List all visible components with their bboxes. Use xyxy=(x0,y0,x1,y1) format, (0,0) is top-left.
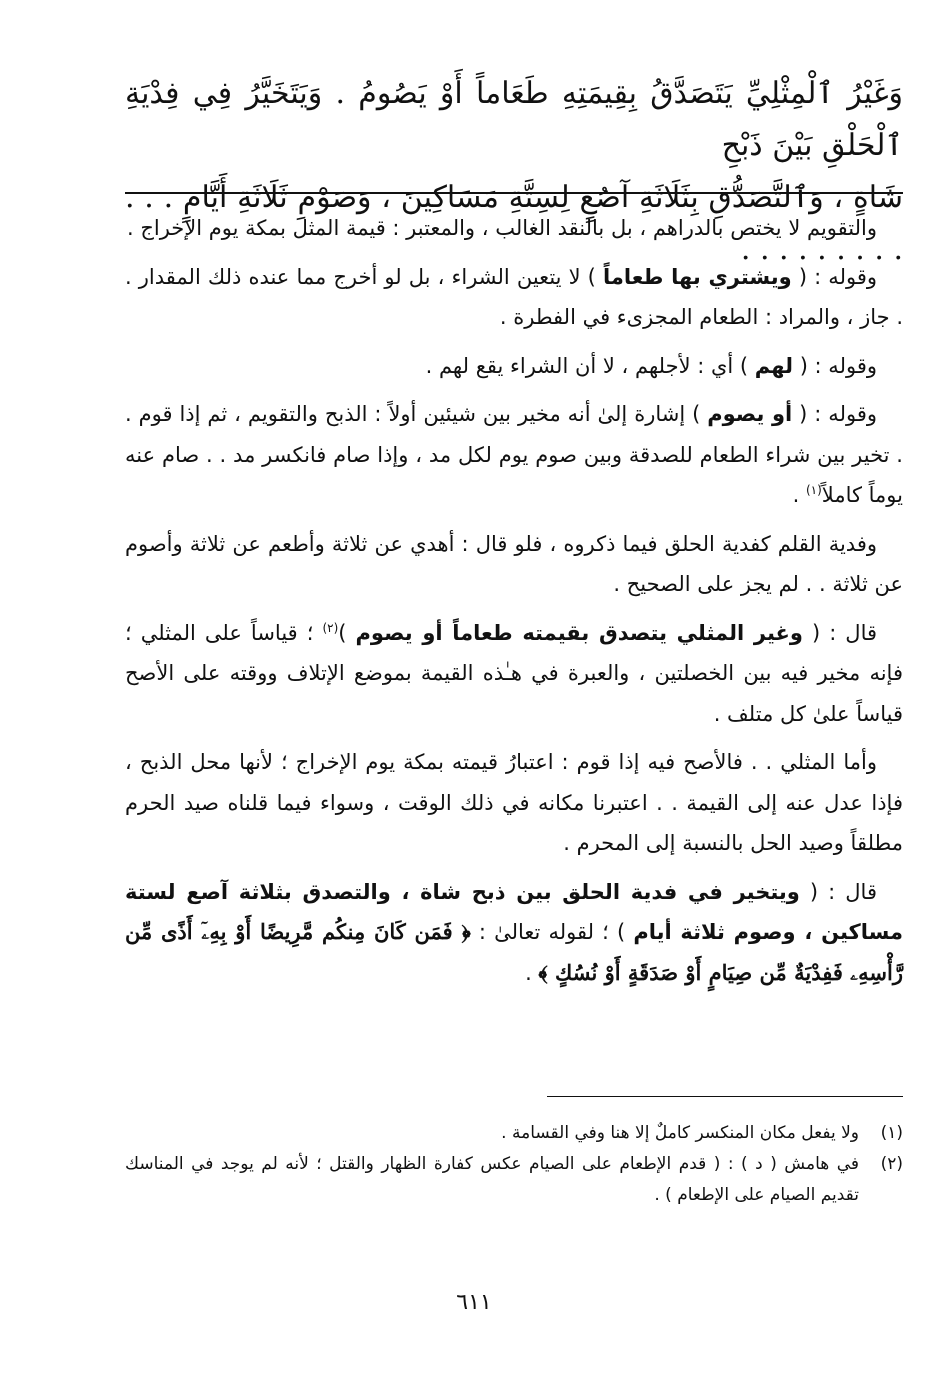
text-span: ؛ قياساً على المثلي ؛ فإنه مخير فيه بين الخصلتين ، والعبرة في هـٰذه القيمة بموضع الإتلاف ووقته على الأصح قياساً علىٰ كل متلف . xyxy=(125,620,903,726)
footnote-marker-2[interactable]: (٢) xyxy=(322,620,339,635)
paragraph-6 xyxy=(125,613,903,735)
paragraph-4 xyxy=(125,394,903,516)
footnote-1 xyxy=(125,1118,903,1149)
text-span: . xyxy=(792,483,806,507)
text-span: وقوله : ( xyxy=(792,402,877,426)
matn-separator-rule xyxy=(125,192,903,194)
footnote-separator-rule xyxy=(547,1096,903,1097)
quran-verse: ﴿ فَمَن كَانَ مِنكُم مَّرِيضًا أَوْ بِهِۦٓ أَذًى مِّن رَّأْسِهِۦ فَفِدْيَةٌ مِّن صِيَامٍ أَوْ صَدَقَةٍ أَوْ نُسُكٍ ﴾ xyxy=(125,919,903,985)
footnote-2 xyxy=(125,1149,903,1211)
quoted-matn: ويشتري بها طعاماً xyxy=(603,264,792,289)
text-span: قال : ( xyxy=(799,879,877,904)
text-span: ) xyxy=(338,620,356,645)
paragraph-3 xyxy=(125,346,903,387)
quoted-matn: وغير المثلي يتصدق بقيمته طعاماً أو يصوم xyxy=(355,620,803,645)
paragraph-1: والتقويم لا يختص بالدراهم ، بل بالنقد الغالب ، والمعتبر : قيمة المثل بمكة يوم الإخراج . xyxy=(126,216,877,240)
text-span: ) ؛ لقوله تعالىٰ : xyxy=(470,920,634,944)
paragraph-2 xyxy=(125,257,903,338)
quoted-matn: لهم xyxy=(754,353,794,378)
text-span: ) لا يتعين الشراء ، بل لو أخرج مما عنده ذلك المقدار . . جاز ، والمراد : الطعام المجزىء في الفطرة . xyxy=(125,264,903,329)
text-span: وقوله : ( xyxy=(791,264,877,289)
footnote-text: ولا يفعل مكان المنكسر كاملٌ إلا هنا وفي القسامة . xyxy=(501,1123,859,1143)
text-span: . xyxy=(525,960,539,985)
footnote-text: في هامش ( د ) : ( قدم الإطعام على الصيام عكس كفارة الظهار والقتل ؛ لأنه لم يوجد في المناسك تقديم الصيام على الإطعام ) . xyxy=(125,1154,859,1205)
page-number: ٦١١ xyxy=(456,1290,492,1315)
footnotes xyxy=(125,1118,903,1211)
quoted-matn: ويتخير في فدية الحلق بين ذبح شاة ، والتصدق بثلاثة آصع لستة مساكين ، وصوم ثلاثة أيام xyxy=(125,879,904,944)
commentary-text xyxy=(125,208,903,1001)
footnote-marker-1[interactable]: (١) xyxy=(805,483,822,497)
paragraph-5: وفدية القلم كفدية الحلق فيما ذكروه ، فلو قال : أهدي عن ثلاثة وأطعم عن ثلاثة وأصوم عن ثلاثة . . لم يجز على الصحيح . xyxy=(125,531,903,596)
paragraph-7: وأما المثلي . . فالأصح فيه إذا قوم : اعتبارُ قيمته بمكة يوم الإخراج ؛ لأنها محل الذبح ، فإذا عدل عنه إلى القيمة . . اعتبرنا مكانه في ذلك الوقت ، وسواء فيما قلناه صيد الحرم مطلقاً وصيد الحل بالنسبة إلى المحرم . xyxy=(125,750,903,855)
footnote-number: (٢) xyxy=(880,1154,903,1174)
text-span: ) إشارة إلىٰ أنه مخير بين شيئين أولاً : الذبح والتقويم ، ثم إذا قوم . . تخير بين شراء الطعام للصدقة وبين صوم يوم لكل مد ، وإذا صام فانكسر مد . . صام عنه يوماً كاملاً xyxy=(125,402,903,507)
footnote-number: (١) xyxy=(880,1123,903,1143)
matn-dots: . . . . . . . . . . . xyxy=(125,180,903,267)
matn-line-1: وَغَيْرُ ٱلْمِثْلِيِّ يَتَصَدَّقُ بِقِيمَتِهِ طَعَاماً أَوْ يَصُومُ . وَيَتَخَيَّرُ فِي فِدْيَةِ ٱلْحَلْقِ بَيْنَ ذَبْحِ xyxy=(125,76,903,163)
matn-line-2-text: شَاةٍ ، وَٱلتَّصَدُّقِ بِثَلَاثَةِ آصُعٍ لِسِتَّةِ مَسَاكِينَ ، وَصَوْمِ ثَلَاثَةِ أَيَّامٍ . xyxy=(163,180,903,215)
text-span: قال : ( xyxy=(802,620,878,645)
quoted-matn: أو يصوم xyxy=(707,402,793,426)
text-span: وقوله : ( xyxy=(793,353,877,378)
paragraph-8 xyxy=(125,872,903,994)
text-span: ) أي : لأجلهم ، لا أن الشراء يقع لهم . xyxy=(425,353,755,378)
